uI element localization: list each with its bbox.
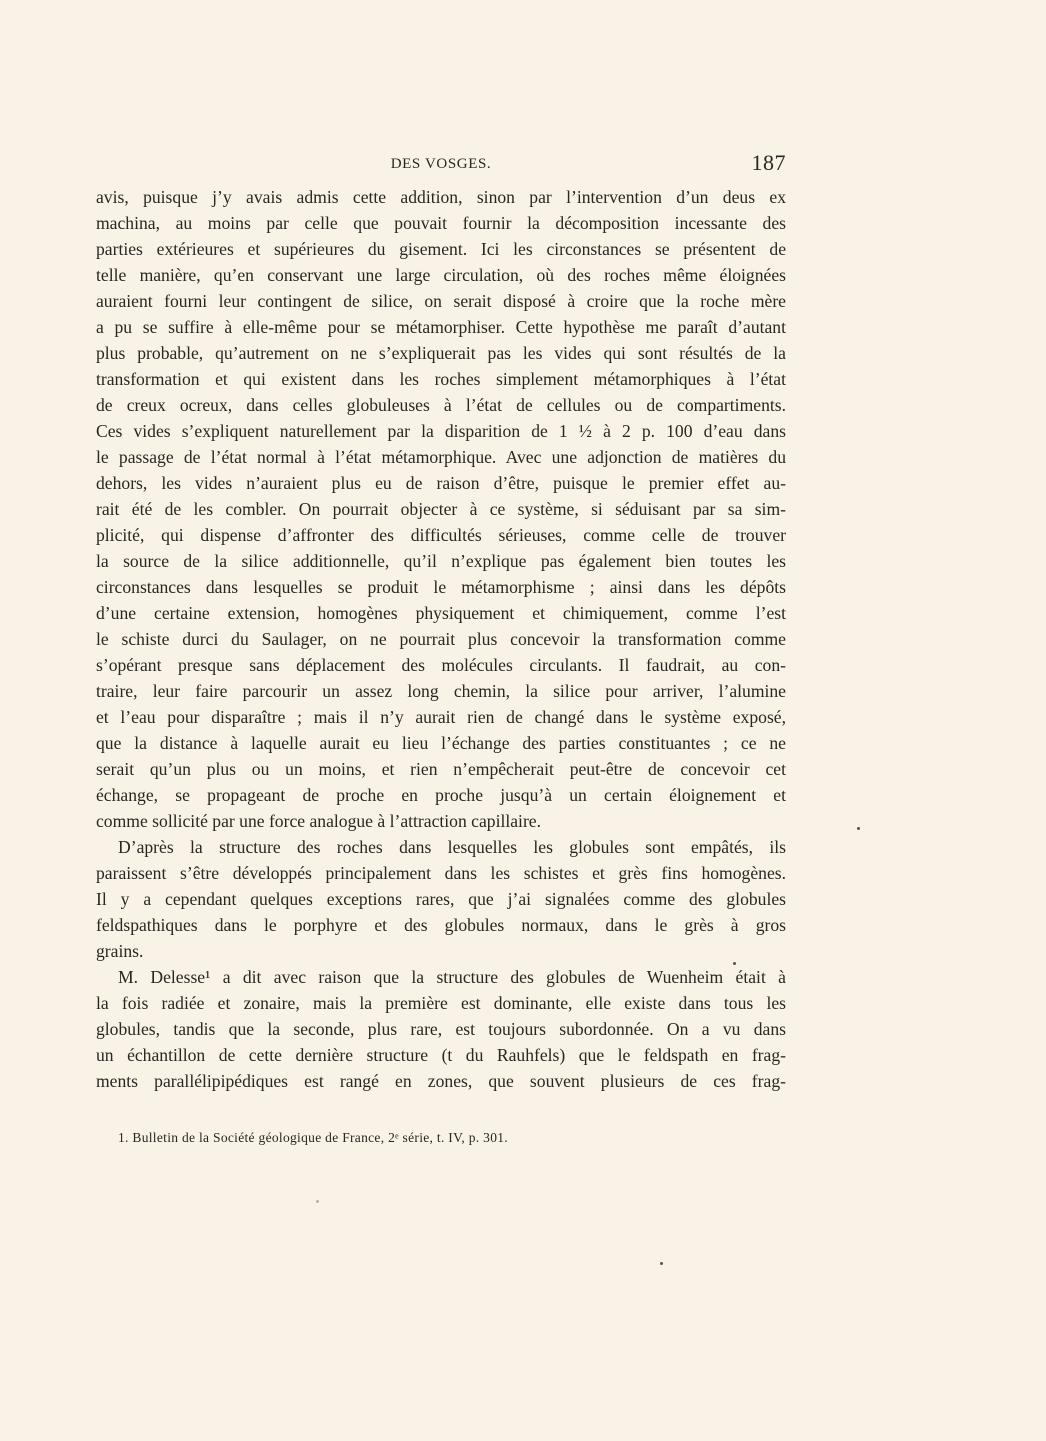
text-line: la source de la silice additionnelle, qu’il n’explique pas également bien toutes les — [96, 551, 786, 571]
text-line: plicité, qui dispense d’affronter des difficultés sérieuses, comme celle de trouver — [96, 525, 786, 545]
text-line: telle manière, qu’en conservant une large circulation, où des roches même éloignées — [96, 265, 786, 285]
text-line: traire, leur faire parcourir un assez long chemin, la silice pour arriver, l’alumine — [96, 681, 786, 701]
running-title: DES VOSGES. — [390, 156, 492, 172]
paper-speck — [857, 827, 860, 830]
text-line: dehors, les vides n’auraient plus eu de raison d’être, puisque le premier effet au- — [96, 473, 786, 493]
body-text — [96, 184, 786, 1094]
text-line: globules, tandis que la seconde, plus rare, est toujours subordonnée. On a vu dans — [96, 1019, 786, 1039]
text-line: un échantillon de cette dernière structure (t du Rauhfels) que le feldspath en frag- — [96, 1045, 786, 1065]
paper-speck — [660, 1262, 663, 1265]
text-line: auraient fourni leur contingent de silice, on serait disposé à croire que la roche mère — [96, 291, 786, 311]
footnote: 1. Bulletin de la Société géologique de France, 2ᵉ série, t. IV, p. 301. — [118, 1130, 508, 1145]
text-line: circonstances dans lesquelles se produit le métamorphisme ; ainsi dans les dépôts — [96, 577, 786, 597]
text-line: avis, puisque j’y avais admis cette addition, sinon par l’intervention d’un deus ex — [96, 187, 786, 207]
text-line: la fois radiée et zonaire, mais la première est dominante, elle existe dans tous les — [96, 993, 786, 1013]
text-line: serait qu’un plus ou un moins, et rien n’empêcherait peut-être de concevoir cet — [96, 759, 786, 779]
text-line: feldspathiques dans le porphyre et des globules normaux, dans le grès à gros — [96, 915, 786, 935]
page-number: 187 — [751, 150, 786, 175]
text-line: échange, se propageant de proche en proche jusqu’à un certain éloignement et — [96, 785, 786, 805]
text-line: le passage de l’état normal à l’état métamorphique. Avec une adjonction de matières du — [96, 447, 786, 467]
text-line: M. Delesse¹ a dit avec raison que la structure des globules de Wuenheim était à — [118, 967, 786, 987]
text-line: machina, au moins par celle que pouvait fournir la décomposition incessante des — [96, 213, 786, 233]
running-head — [96, 150, 786, 180]
text-line: s’opérant presque sans déplacement des molécules circulants. Il faudrait, au con- — [96, 655, 786, 675]
text-line: transformation et qui existent dans les roches simplement métamorphiques à l’état — [96, 369, 786, 389]
text-line: parties extérieures et supérieures du gisement. Ici les circonstances se présentent de — [96, 239, 786, 259]
text-line: rait été de les combler. On pourrait objecter à ce système, si séduisant par sa sim- — [96, 499, 786, 519]
text-line: Il y a cependant quelques exceptions rares, que j’ai signalées comme des globules — [96, 889, 786, 909]
text-line: D’après la structure des roches dans lesquelles les globules sont empâtés, ils — [118, 837, 786, 857]
text-line: de creux ocreux, dans celles globuleuses à l’état de cellules ou de compartiments. — [96, 395, 786, 415]
text-line: le schiste durci du Saulager, on ne pourrait plus concevoir la transformation comme — [96, 629, 786, 649]
paper-speck — [316, 1200, 319, 1203]
text-line: plus probable, qu’autrement on ne s’expliquerait pas les vides qui sont résultés de la — [96, 343, 786, 363]
text-line: Ces vides s’expliquent naturellement par la disparition de 1 ½ à 2 p. 100 d’eau dans — [96, 421, 786, 441]
paper-speck — [733, 962, 736, 965]
text-line: a pu se suffire à elle-même pour se métamorphiser. Cette hypothèse me paraît d’autant — [96, 317, 786, 337]
text-line: grains. — [96, 941, 144, 961]
text-line: et l’eau pour disparaître ; mais il n’y aurait rien de changé dans le système exposé, — [96, 707, 786, 727]
text-line: d’une certaine extension, homogènes physiquement et chimiquement, comme l’est — [96, 603, 786, 623]
text-line: paraissent s’être développés principalement dans les schistes et grès fins homogènes. — [96, 863, 786, 883]
text-line: comme sollicité par une force analogue à l’attraction capillaire. — [96, 811, 542, 831]
text-line: que la distance à laquelle aurait eu lieu l’échange des parties constituantes ; ce ne — [96, 733, 786, 753]
text-line: ments parallélipipédiques est rangé en zones, que souvent plusieurs de ces frag- — [96, 1071, 786, 1091]
